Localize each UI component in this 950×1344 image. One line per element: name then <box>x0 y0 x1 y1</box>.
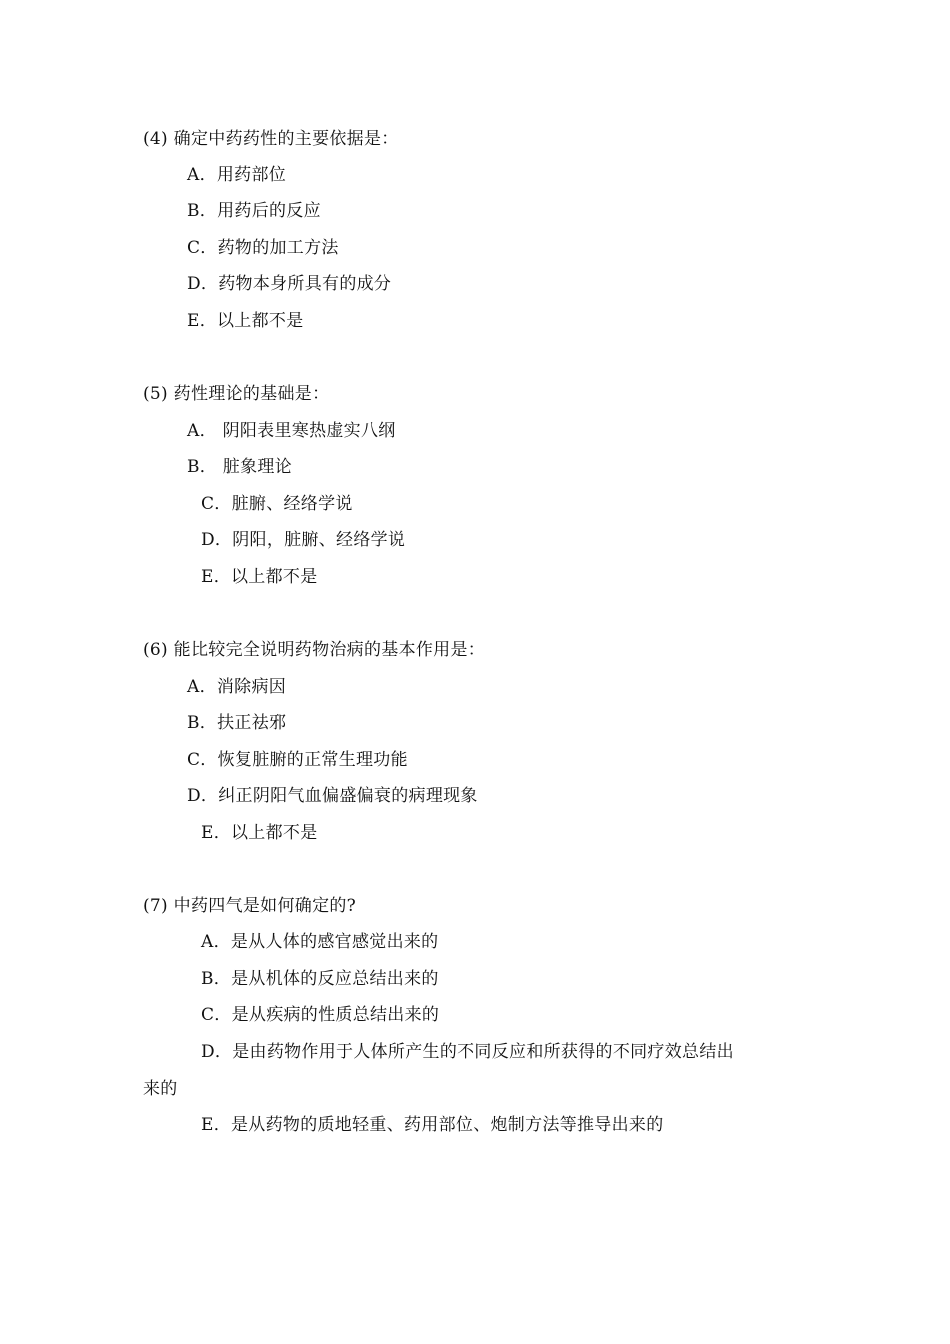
question-7-option-e: E．是从药物的质地轻重、药用部位、炮制方法等推导出来的 <box>201 1115 664 1135</box>
question-5-stem: (5) 药性理论的基础是： <box>143 384 330 404</box>
question-6-option-e: E．以上都不是 <box>201 823 318 843</box>
question-5-option-d: D．阴阳，脏腑、经络学说 <box>201 530 406 550</box>
question-7-stem: (7) 中药四气是如何确定的? <box>143 896 357 916</box>
question-4-option-c: C．药物的加工方法 <box>187 238 339 258</box>
question-4-stem: (4) 确定中药药性的主要依据是： <box>143 129 399 149</box>
question-7-option-a: A．是从人体的感官感觉出来的 <box>201 932 439 952</box>
question-5-option-e: E．以上都不是 <box>201 567 318 587</box>
question-6-option-c: C．恢复脏腑的正常生理功能 <box>187 750 408 770</box>
question-7-option-c: C．是从疾病的性质总结出来的 <box>201 1005 440 1025</box>
question-7-option-d: D．是由药物作用于人体所产生的不同反应和所获得的不同疗效总结出 <box>201 1042 734 1062</box>
question-5-option-b: B． 脏象理论 <box>187 457 292 477</box>
question-5-option-c: C．脏腑、经络学说 <box>201 494 353 514</box>
question-5-option-a: A． 阴阳表里寒热虚实八纲 <box>187 421 396 441</box>
question-4-option-b: B．用药后的反应 <box>187 201 321 221</box>
question-7-option-b: B．是从机体的反应总结出来的 <box>201 969 439 989</box>
question-6-option-a: A．消除病因 <box>187 677 287 697</box>
question-4-option-d: D．药物本身所具有的成分 <box>187 274 392 294</box>
question-6-stem: (6) 能比较完全说明药物治病的基本作用是： <box>143 640 486 660</box>
question-4-option-e: E．以上都不是 <box>187 311 304 331</box>
question-4-option-a: A．用药部位 <box>187 165 287 185</box>
question-6-option-d: D．纠正阴阳气血偏盛偏衰的病理现象 <box>187 786 478 806</box>
question-7-option-d-continuation: 来的 <box>143 1079 178 1099</box>
question-6-option-b: B．扶正祛邪 <box>187 713 287 733</box>
